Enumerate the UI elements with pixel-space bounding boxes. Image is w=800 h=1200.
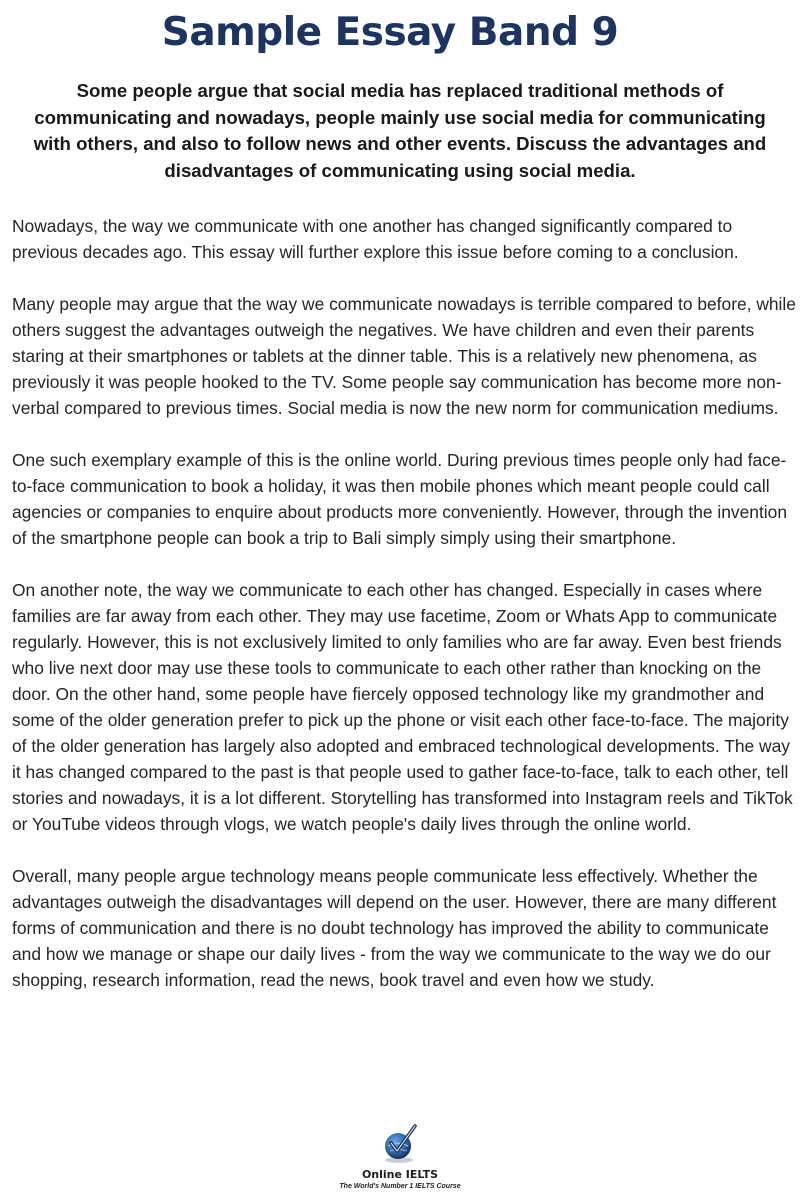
essay-prompt: Some people argue that social media has replaced traditional methods of communicating and nowadays, people mainly use social media for communicating with others, and also to follow news and other events. Discuss the advantages and disadvantages of communicating using social media.: [33, 80, 767, 181]
essay-paragraph: On another note, the way we communicate to each other has changed. Especially in cases where families are far away from each other. They may use facetime, Zoom or Whats App to communicate regularly. However, this is not exclusively limited to only families who are far away. Even best friends who live next door may use these tools to communicate to each other rather than knocking on the door. On the other hand, some people have fiercely opposed technology like my grandmother and some of the older generation prefer to pick up the phone or visit each other face-to-face. The majority of the older generation has largely also adopted and embraced technological developments. The way it has changed compared to the past is that people used to gather face-to-face, talk to each other, tell stories and nowadays, it is a lot different. Storytelling has transformed into Instagram reels and TikTok or YouTube videos through vlogs, we watch people's daily lives through the online world.: [12, 580, 793, 834]
essay-paragraph: Many people may argue that the way we communicate nowadays is terrible compared to before, while others suggest the advantages outweigh the negatives. We have children and even their parents staring at their smartphones or tablets at the dinner table. This is a relatively new phenomena, as previously it was people hooked to the TV. Some people say communication has become more non-verbal compared to previous times. Social media is now the new norm for communication mediums.: [12, 294, 796, 418]
logo-name: Online IELTS: [361, 1168, 439, 1181]
globe-check-icon: [378, 1122, 422, 1166]
logo-tagline: The World's Number 1 IELTS Course: [339, 1183, 461, 1190]
essay-body: [12, 213, 800, 1019]
essay-paragraph: Nowadays, the way we communicate with one another has changed significantly compared to previous decades ago. This essay will further explore this issue before coming to a conclusion.: [12, 216, 739, 262]
page-title: Sample Essay Band 9: [161, 10, 619, 55]
essay-paragraph: Overall, many people argue technology means people communicate less effectively. Whether the advantages outweigh the disadvantages will depend on the user. However, there are many different forms of communication and there is no doubt technology has improved the ability to communicate and how we manage or shape our daily lives - from the way we communicate to the way we do our shopping, research information, read the news, book travel and even how we study.: [12, 866, 777, 990]
online-ielts-logo: [330, 1122, 470, 1198]
essay-paragraph: One such exemplary example of this is the online world. During previous times people only had face-to-face communication to book a holiday, it was then mobile phones which meant people could call agencies or companies to enquire about products more conveniently. However, through the invention of the smartphone people can book a trip to Bali simply simply using their smartphone.: [12, 450, 787, 548]
